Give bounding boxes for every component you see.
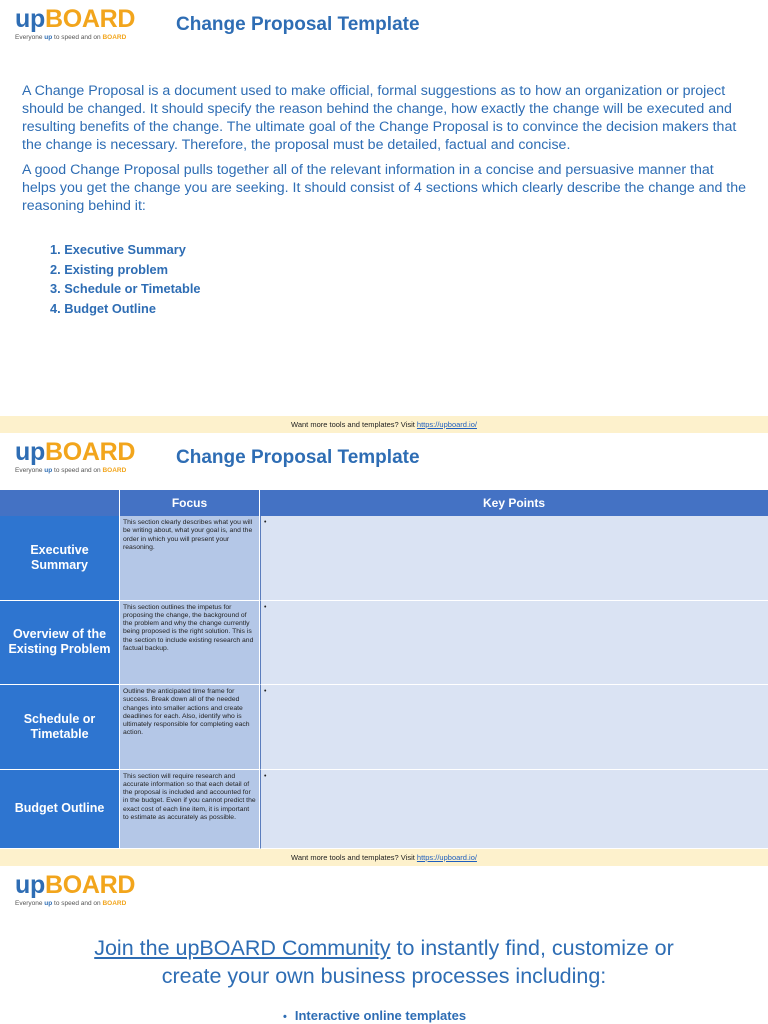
logo-tagline: Everyone up to speed and on BOARD bbox=[15, 900, 127, 907]
page-title: Change Proposal Template bbox=[176, 14, 420, 35]
page-title: Change Proposal Template bbox=[176, 447, 420, 468]
table-row bbox=[0, 770, 768, 850]
slide-community bbox=[0, 866, 768, 1024]
bullet-icon: • bbox=[283, 1011, 287, 1023]
join-community-link[interactable]: Join the upBOARD Community bbox=[94, 936, 391, 960]
list-item: 4. Budget Outline bbox=[50, 300, 156, 316]
sections-list bbox=[50, 240, 201, 318]
row-label: Schedule or Timetable bbox=[0, 685, 120, 770]
row-label: Executive Summary bbox=[0, 516, 120, 601]
promo-banner bbox=[0, 416, 768, 433]
banner-text: Want more tools and templates? Visit bbox=[291, 420, 417, 429]
row-key-points[interactable]: • bbox=[260, 601, 768, 686]
logo-wordmark: upBOARD bbox=[15, 871, 136, 899]
feature-label: Interactive online templates bbox=[294, 1008, 467, 1023]
table-row bbox=[0, 516, 768, 601]
upboard-logo[interactable] bbox=[15, 6, 145, 41]
logo-tagline: Everyone up to speed and on BOARD bbox=[15, 34, 127, 41]
table-header-key-points: Key Points bbox=[260, 490, 768, 516]
upboard-logo[interactable] bbox=[15, 872, 145, 907]
join-text: to instantly find, customize or bbox=[390, 936, 674, 960]
table-row bbox=[0, 685, 768, 770]
row-focus-text: This section outlines the impetus for proposing the change, the background of the problem and why the change currently being proposed is the right solution. This is the section to include existing research and factual backup. bbox=[120, 601, 260, 686]
intro-paragraph: A Change Proposal is a document used to make official, formal suggestions as to how an organization or project should be changed. It should specify the reason behind the change, how exactly the change will be executed and resulting benefits of the change. The ultimate goal of the Change Proposal is to convince the decision makers that the change is necessary. Therefore, the proposal must be detailed, factual and concise. bbox=[22, 83, 737, 153]
list-item: 2. Existing problem bbox=[50, 261, 169, 277]
row-label: Overview of the Existing Problem bbox=[0, 601, 120, 686]
list-item: 3. Schedule or Timetable bbox=[50, 281, 201, 296]
slide-intro bbox=[0, 0, 768, 416]
row-key-points[interactable]: • bbox=[260, 685, 768, 770]
promo-banner bbox=[0, 849, 768, 866]
upboard-link[interactable]: https://upboard.io/ bbox=[416, 420, 477, 429]
row-focus-text: This section clearly describes what you will be writing about, what your goal is, and the order in which you will present your reasoning. bbox=[120, 516, 260, 601]
logo-wordmark: upBOARD bbox=[15, 5, 136, 33]
slide-template-table bbox=[0, 433, 768, 849]
row-focus-text: Outline the anticipated time frame for success. Break down all of the needed changes into smaller actions and create deadlines for each. Also, identify who is ultimately responsible for completing each action. bbox=[120, 685, 260, 770]
table-header-blank bbox=[0, 490, 120, 516]
row-label: Budget Outline bbox=[0, 770, 120, 850]
banner-text: Want more tools and templates? Visit bbox=[291, 853, 417, 862]
row-key-points[interactable]: • bbox=[260, 770, 768, 850]
good-proposal-paragraph: A good Change Proposal pulls together all of the relevant information in a concise and persuasive manner that helps you get the change you are seeking. It should consist of 4 sections which clearly describe the change and the reasoning behind it: bbox=[22, 162, 747, 214]
feature-list-item bbox=[283, 1008, 466, 1023]
logo-tagline: Everyone up to speed and on BOARD bbox=[15, 467, 127, 474]
join-text-line2: create your own business processes including: bbox=[161, 964, 607, 988]
proposal-table bbox=[0, 490, 768, 849]
upboard-logo[interactable] bbox=[15, 439, 145, 474]
row-key-points[interactable]: • bbox=[260, 516, 768, 601]
join-community-heading bbox=[0, 934, 768, 990]
upboard-link[interactable]: https://upboard.io/ bbox=[416, 853, 477, 862]
list-item: 1. Executive Summary bbox=[50, 242, 186, 257]
table-header-focus: Focus bbox=[120, 490, 260, 516]
table-row bbox=[0, 601, 768, 686]
row-focus-text: This section will require research and accurate information so that each detail of the proposal is included and accounted for in the budget. Even if you cannot predict the exact cost of each line item, it is important to estimate as accurately as possible. bbox=[120, 770, 260, 850]
logo-wordmark: upBOARD bbox=[15, 438, 136, 466]
